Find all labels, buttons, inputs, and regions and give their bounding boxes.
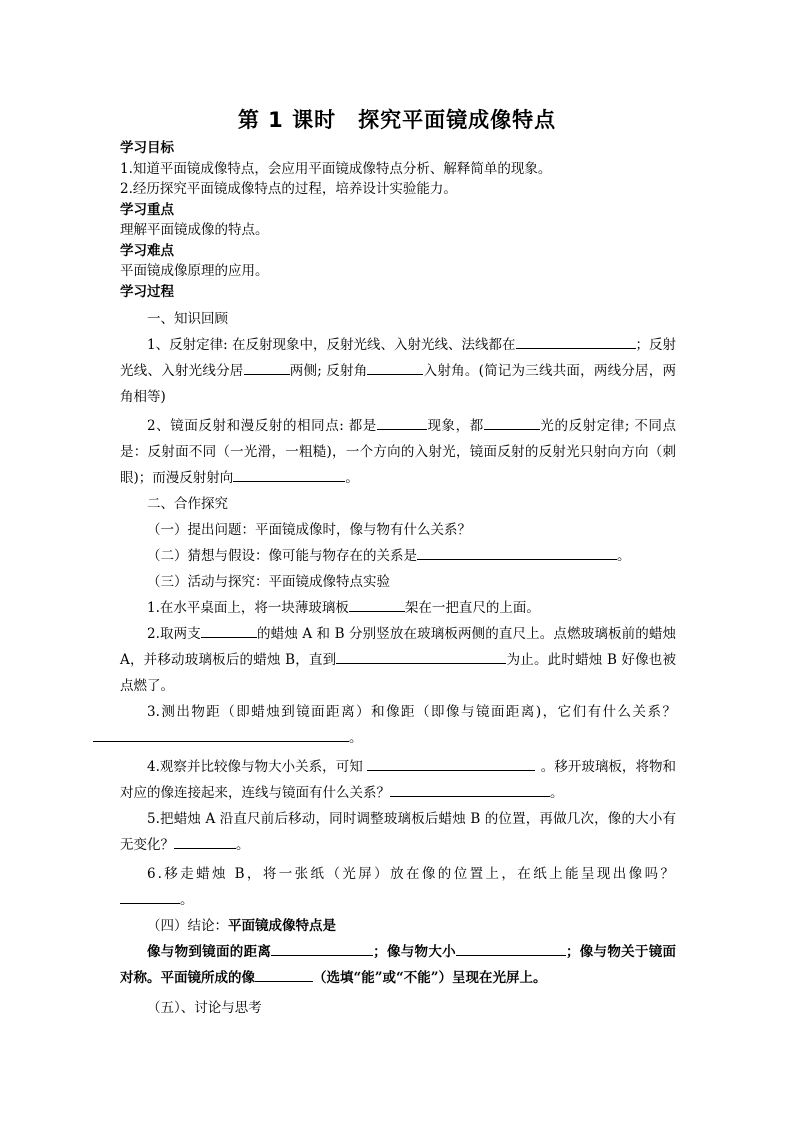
q1-text-c: 两侧; 反射角: [289, 363, 368, 379]
q1-blank-sides[interactable]: [244, 360, 290, 375]
hypothesis-end: 。: [617, 548, 631, 564]
st6-text-b: 。: [180, 892, 196, 908]
q2-blank-direction[interactable]: [233, 467, 345, 482]
conclusion-lead: （四）结论：: [147, 918, 228, 934]
objective-item-1: 1.知道平面镜成像特点，会应用平面镜成像特点分析、解释简单的现象。: [120, 160, 552, 177]
st1-text-b: 架在一把直尺的上面。: [404, 600, 540, 616]
st2-text-c: 为止。此时蜡烛 B 好像也被点燃了。: [120, 652, 676, 694]
hypothesis-text: （二）猜想与假设：像可能与物存在的关系是: [147, 548, 417, 564]
conclusion-text-d: （选填“能”或“不能”）呈现在光屏上。: [313, 970, 547, 986]
st3-blank-relation[interactable]: [93, 727, 349, 742]
explore-step-activity: （三）活动与探究：平面镜成像特点实验: [147, 574, 390, 590]
review-question-2: [120, 413, 676, 491]
st5-text-a: 5.把蜡烛 A 沿直尺前后移动，同时调整玻璃板后蜡烛 B 的位置，再做几次，像的大小有无变化？: [120, 811, 676, 853]
explore-step-hypothesis: [120, 543, 676, 569]
conclusion-text-a: 像与物到镜面的距离: [147, 944, 272, 960]
st5-text-b: 。: [236, 837, 250, 853]
st2-blank-until[interactable]: [336, 649, 506, 664]
q2-text-b: 现象，都: [426, 418, 484, 434]
st2-text-a: 2.取两支: [147, 626, 201, 642]
review-heading: 一、知识回顾: [147, 311, 228, 327]
conclusion-text-b: ；像与物大小: [373, 944, 456, 960]
q1-text-d: 入射角。(简记为三线共面，两线分居，两角相等): [120, 363, 676, 405]
st4-text-c: 。: [550, 785, 564, 801]
st6-blank-screen[interactable]: [120, 889, 180, 904]
activity-step-3: [120, 699, 676, 751]
keypoint-text: 理解平面镜成像的特点。: [120, 222, 269, 238]
conclusion-text-c: ；像与物关于镜面对称。平面镜所成的像: [120, 944, 677, 986]
review-question-1: [120, 332, 676, 410]
activity-step-4: [120, 754, 676, 806]
worksheet-body: [120, 138, 676, 1021]
objectives-heading: 学习目标: [120, 140, 174, 156]
q1-blank-angle[interactable]: [367, 360, 423, 375]
st5-blank-change[interactable]: [174, 834, 236, 849]
activity-step-6: [120, 861, 676, 913]
st2-blank-candles[interactable]: [201, 623, 257, 638]
st2-text-b: 的蜡烛 A 和 B 分别竖放在玻璃板两侧的直尺上。点燃玻璃板前的蜡烛 A，并移动玻璃板后的蜡烛 B，直到: [120, 626, 676, 668]
st3-text-a: 3.测出物距（即蜡烛到镜面距离）和像距（即像与镜面距离)，它们有什么关系？: [147, 704, 676, 720]
st1-text-a: 1.在水平桌面上，将一块薄玻璃板: [147, 600, 349, 616]
st4-blank-size[interactable]: [367, 756, 535, 771]
objective-item-2: 2.经历探究平面镜成像特点的过程，培养设计实验能力。: [120, 181, 457, 197]
st4-text-b: 。移开玻璃板，将物和对应的像连接起来，连线与镜面有什么关系？: [120, 759, 676, 801]
activity-step-1: [120, 595, 676, 621]
st4-text-a: 4.观察并比较像与物大小关系，可知: [147, 759, 363, 775]
conclusion-heading: [120, 913, 676, 939]
conclusion-head: 平面镜成像特点是: [228, 918, 336, 934]
difficulty-text: 平面镜成像原理的应用。: [120, 263, 269, 279]
st1-blank-placement[interactable]: [349, 597, 405, 612]
activity-step-2: [120, 621, 676, 699]
q2-text-c: 光的反射定律; 不同点是：反射面不同（一光滑，一粗糙)，一个方向的入射光，镜面反射的反射光只射向方向（刺眼)；而漫反射射向: [120, 418, 677, 486]
q2-blank-phenomenon[interactable]: [377, 415, 427, 430]
activity-step-5: [120, 806, 676, 858]
explore-step-question: （一）提出问题：平面镜成像时，像与物有什么关系？: [147, 522, 471, 538]
conclusion-blank-size[interactable]: [456, 941, 566, 956]
conclusion-blank-screen[interactable]: [255, 967, 313, 982]
hypothesis-blank[interactable]: [417, 545, 617, 560]
keypoint-heading: 学习重点: [120, 201, 174, 218]
difficulty-heading: 学习难点: [120, 242, 174, 259]
st6-text-a: 6.移走蜡烛 B，将一张纸（光屏）放在像的位置上，在纸上能呈现出像吗？: [147, 866, 676, 882]
conclusion-body: [120, 939, 676, 991]
page-title: 第 1 课时 探究平面镜成像特点: [237, 108, 557, 132]
conclusion-blank-distance[interactable]: [271, 941, 373, 956]
q2-text-d: 。: [345, 470, 359, 486]
st4-blank-line[interactable]: [390, 782, 550, 797]
process-heading: 学习过程: [120, 283, 174, 300]
q1-blank-plane[interactable]: [516, 334, 636, 349]
discussion-heading: （五）、讨论与思考: [147, 1000, 262, 1016]
q2-text-a: 2、镜面反射和漫反射的相同点: 都是: [147, 418, 377, 434]
explore-heading: 二、合作探究: [147, 496, 228, 512]
q1-text-a: 1、反射定律: 在反射现象中，反射光线、入射光线、法线都在: [147, 337, 516, 353]
st3-text-b: 。: [349, 730, 363, 746]
q2-blank-law[interactable]: [484, 415, 540, 430]
q1-text-b: ；反射光线、入射光线分居: [120, 337, 677, 379]
